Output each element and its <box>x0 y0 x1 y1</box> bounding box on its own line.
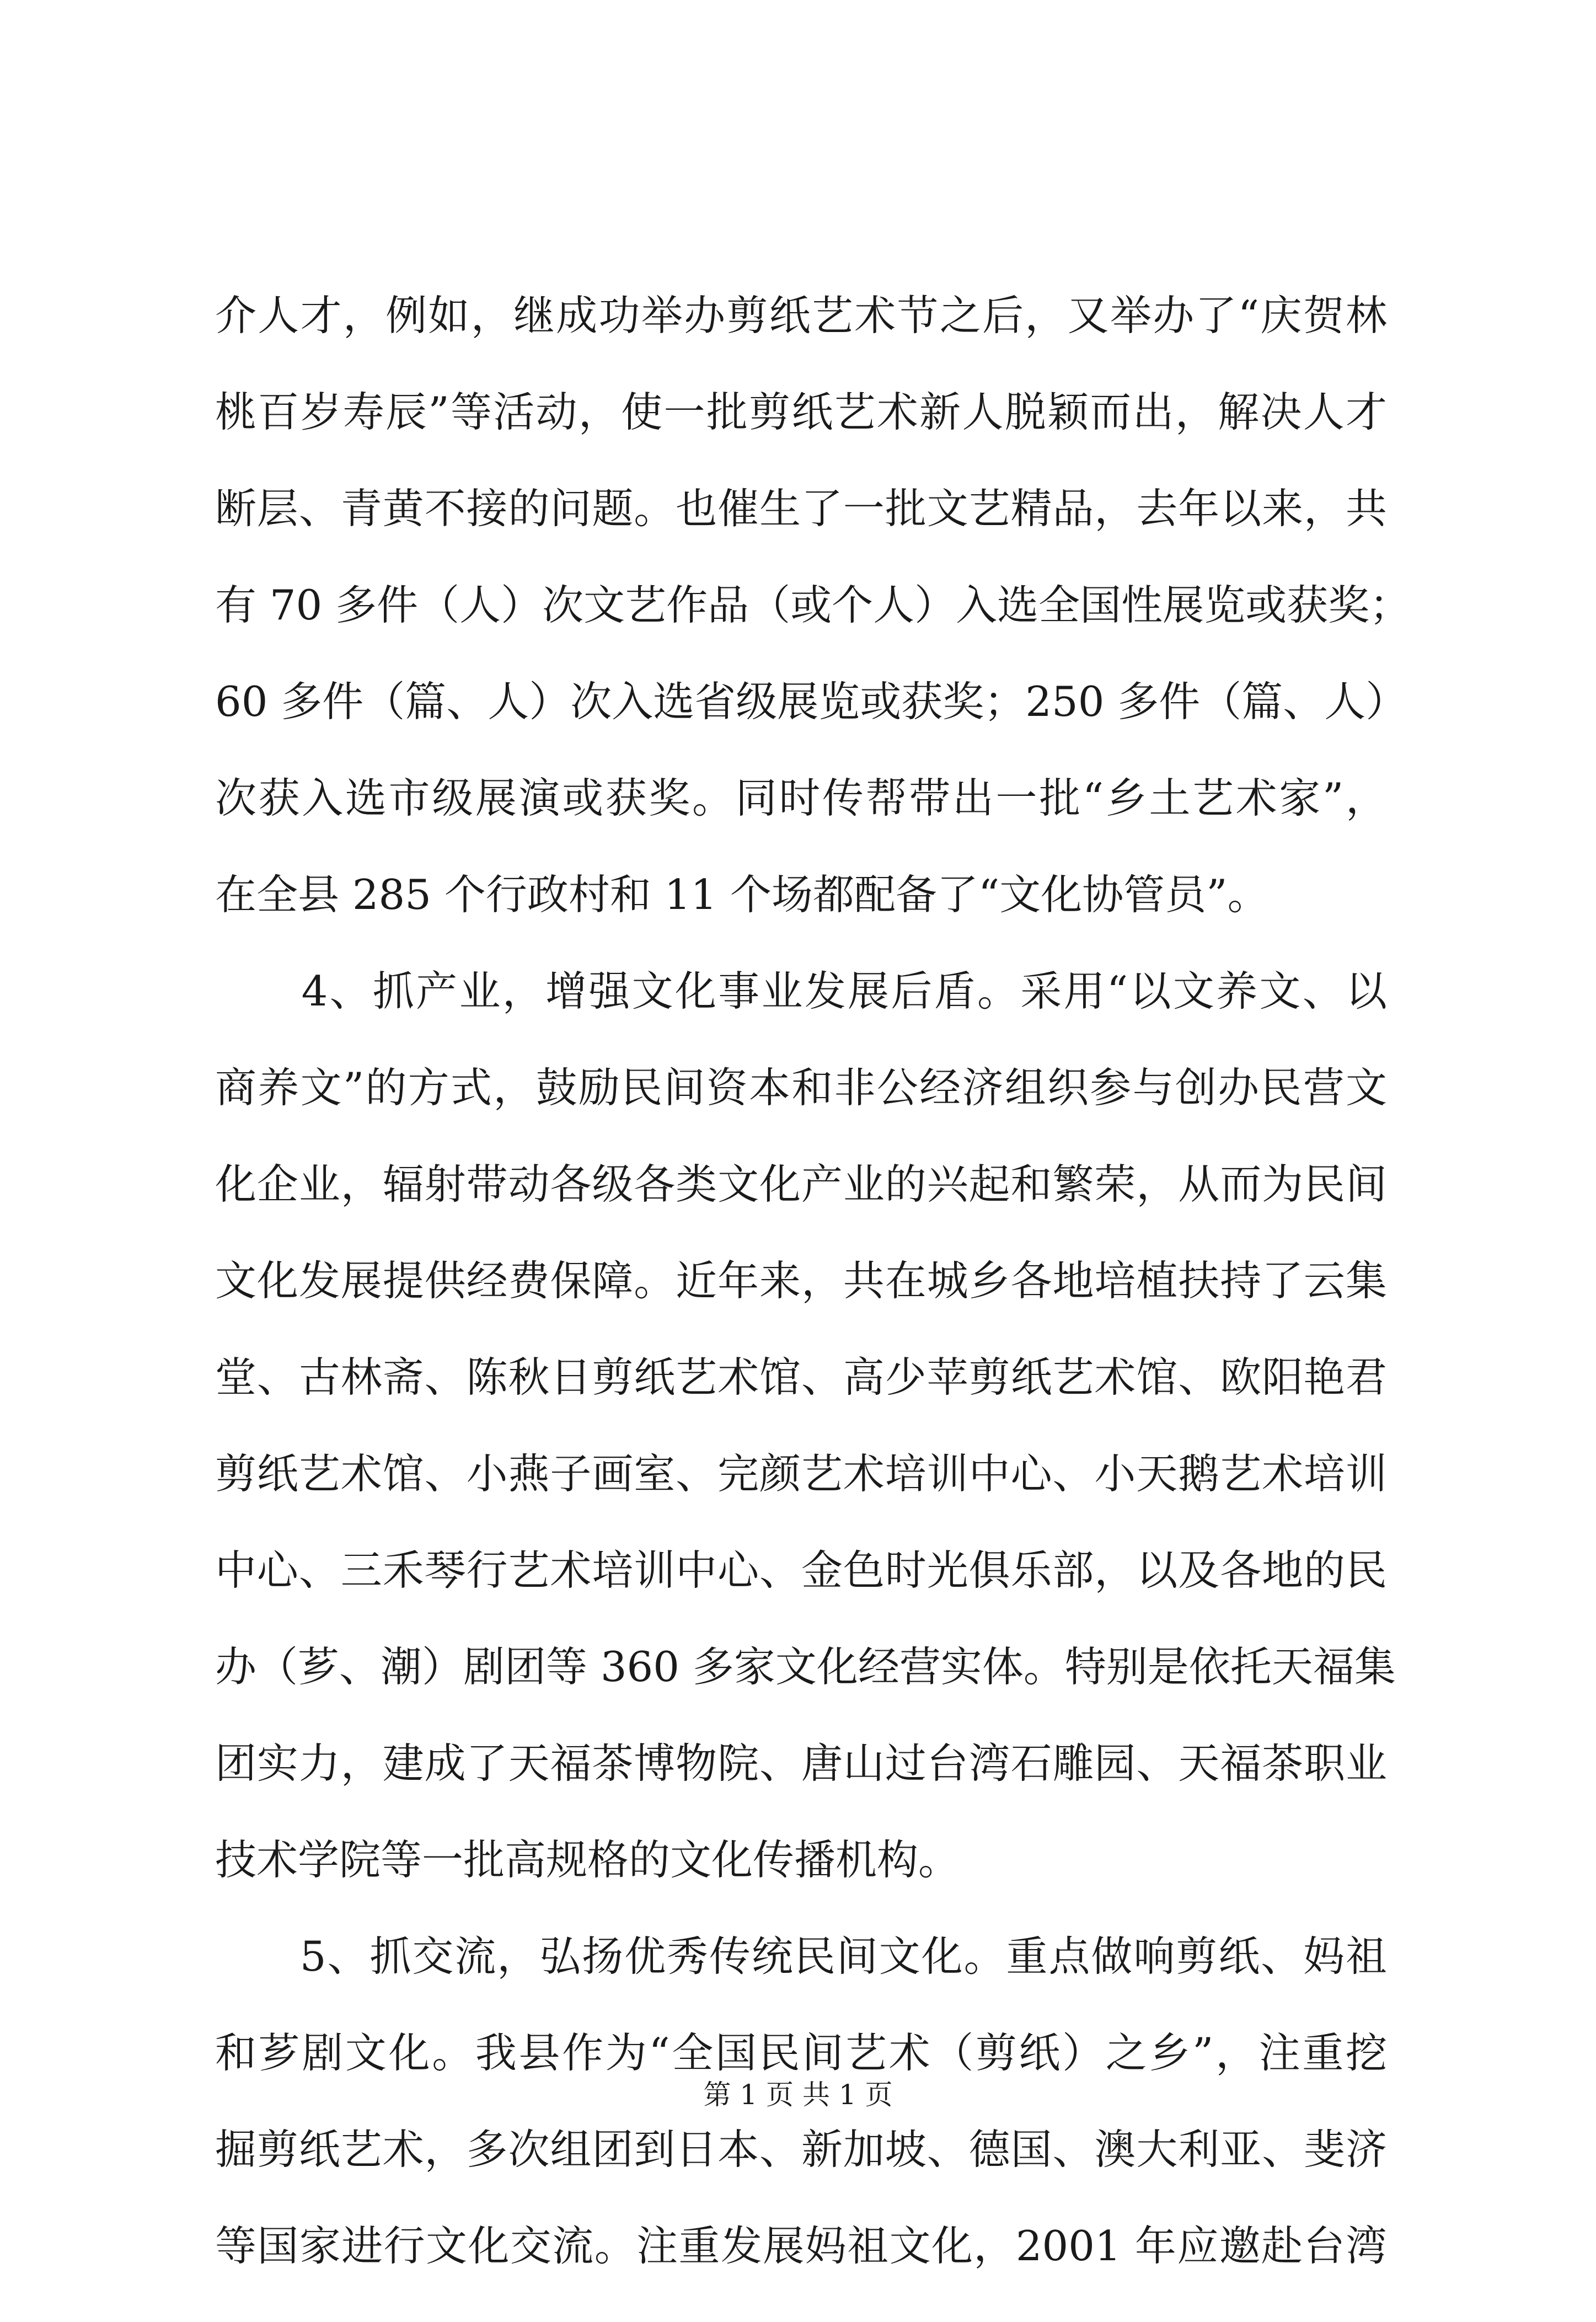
text-line: 文化发展提供经费保障。近年来，共在城乡各地培植扶持了云集 <box>215 1256 1387 1305</box>
text-line: 商养文”的方式，鼓励民间资本和非公经济组织参与创办民营文 <box>215 1063 1387 1112</box>
page-number-footer: 第 1 页 共 1 页 <box>703 2079 893 2111</box>
text-line: 5、抓交流，弘扬优秀传统民间文化。重点做响剪纸、妈祖 <box>215 1932 1387 1981</box>
text-line: 团实力，建成了天福茶博物院、唐山过台湾石雕园、天福茶职业 <box>215 1739 1387 1788</box>
text-line: 堂、古林斋、陈秋日剪纸艺术馆、高少苹剪纸艺术馆、欧阳艳君 <box>215 1353 1387 1401</box>
text-line: 有 70 多件（人）次文艺作品（或个人）入选全国性展览或获奖； <box>215 581 1411 629</box>
text-line: 和芗剧文化。我县作为“全国民间艺术（剪纸）之乡”，注重挖 <box>215 2029 1387 2077</box>
text-line: 技术学院等一批高规格的文化传播机构。 <box>215 1836 960 1884</box>
text-line: 在全县 285 个行政村和 11 个场都配备了“文化协管员”。 <box>215 870 1269 919</box>
text-line: 介人才，例如，继成功举办剪纸艺术节之后，又举办了“庆贺林 <box>215 291 1387 340</box>
text-line: 掘剪纸艺术，多次组团到日本、新加坡、德国、澳大利亚、斐济 <box>215 2125 1387 2174</box>
text-line: 剪纸艺术馆、小燕子画室、完颜艺术培训中心、小天鹅艺术培训 <box>215 1449 1387 1498</box>
text-line: 断层、青黄不接的问题。也催生了一批文艺精品，去年以来，共 <box>215 484 1387 533</box>
text-line: 等国家进行文化交流。注重发展妈祖文化，2001 年应邀赴台湾 <box>215 2222 1387 2270</box>
text-line: 办（芗、潮）剧团等 360 多家文化经营实体。特别是依托天福集 <box>215 1642 1396 1691</box>
text-line: 4、抓产业，增强文化事业发展后盾。采用“以文养文、以 <box>215 967 1387 1015</box>
text-line: 60 多件（篇、人）次入选省级展览或获奖；250 多件（篇、人） <box>215 677 1407 726</box>
text-line: 桃百岁寿辰”等活动，使一批剪纸艺术新人脱颖而出，解决人才 <box>215 388 1387 436</box>
text-line: 中心、三禾琴行艺术培训中心、金色时光俱乐部，以及各地的民 <box>215 1546 1387 1595</box>
document-body <box>215 291 1411 2322</box>
text-line: 化企业，辐射带动各级各类文化产业的兴起和繁荣，从而为民间 <box>215 1160 1387 1208</box>
text-line: 次获入选市级展演或获奖。同时传帮带出一批“乡土艺术家”， <box>215 774 1387 822</box>
